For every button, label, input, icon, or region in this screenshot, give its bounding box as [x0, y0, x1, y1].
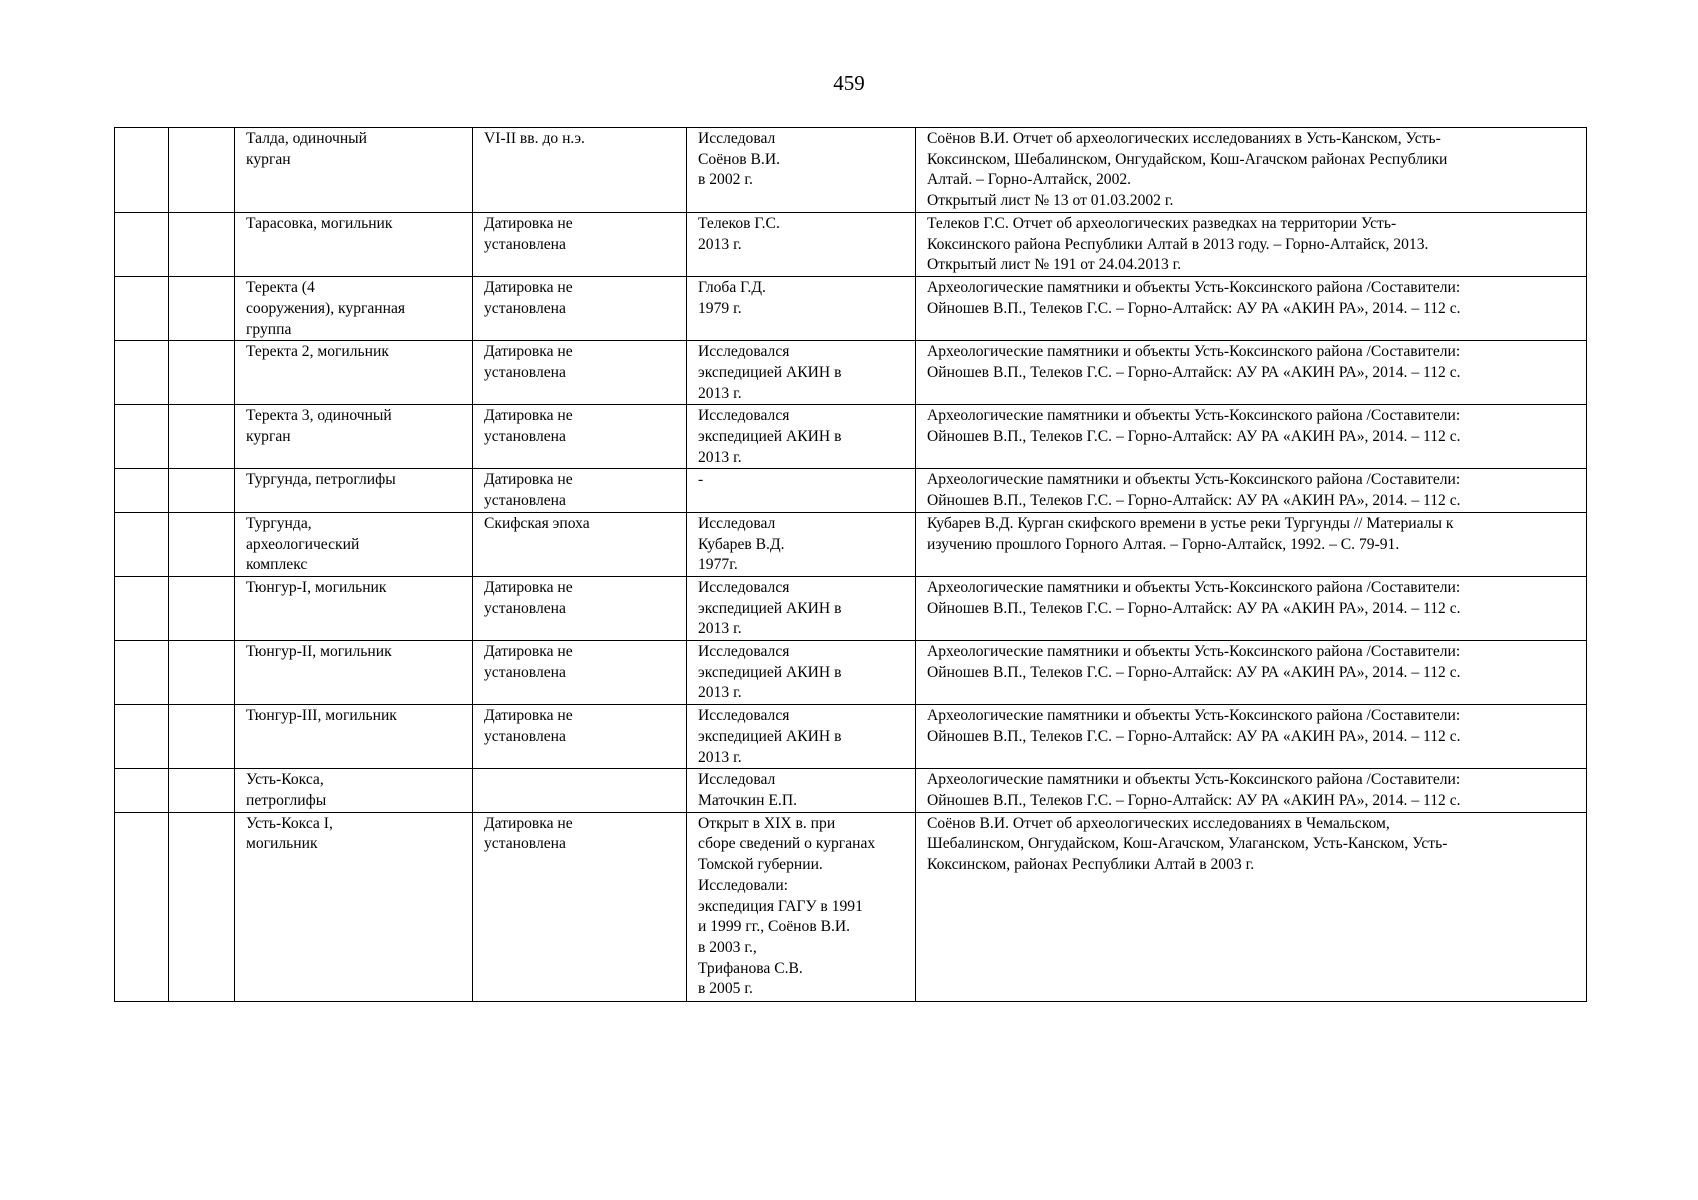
source-cell: Кубарев В.Д. Курган скифского времени в устье реки Тургунды // Материалы к изучению прошлого Горного Алтая. – Горно-Алтайск, 1992. – С. 79-91. [916, 512, 1587, 576]
research-cell: Исследовался экспедицией АКИН в 2013 г. [687, 641, 916, 705]
table-row [115, 812, 1587, 1001]
code-cell [169, 277, 235, 341]
research-cell: Исследовался экспедицией АКИН в 2013 г. [687, 341, 916, 405]
code-cell [169, 576, 235, 640]
dating-cell: Датировка не установлена [473, 405, 687, 469]
source-cell: Соёнов В.И. Отчет об археологических исследованиях в Усть-Канском, Усть- Коксинском, Шебалинском, Онгудайском, Кош-Агачском районах Республики Алтай. – Горно-Алтайск, 2002. Открытый лист № 13 от 01.03.2002 г. [916, 128, 1587, 213]
source-cell: Археологические памятники и объекты Усть-Коксинского района /Составители: Ойношев В.П., Телеков Г.С. – Горно-Алтайск: АУ РА «АКИН РА», 2014. – 112 с. [916, 705, 1587, 769]
code-cell [169, 705, 235, 769]
source-cell: Телеков Г.С. Отчет об археологических разведках на территории Усть- Коксинского района Республики Алтай в 2013 году. – Горно-Алтайск, 2013. Открытый лист № 191 от 24.04.2013 г. [916, 213, 1587, 277]
source-cell: Археологические памятники и объекты Усть-Коксинского района /Составители: Ойношев В.П., Телеков Г.С. – Горно-Алтайск: АУ РА «АКИН РА», 2014. – 112 с. [916, 769, 1587, 812]
dating-cell: Датировка не установлена [473, 641, 687, 705]
code-cell [169, 405, 235, 469]
number-cell [115, 769, 169, 812]
code-cell [169, 769, 235, 812]
dating-cell: Скифская эпоха [473, 512, 687, 576]
dating-cell: Датировка не установлена [473, 277, 687, 341]
monument-name-cell: Теректа (4 сооружения), курганная группа [235, 277, 473, 341]
research-cell: Телеков Г.С. 2013 г. [687, 213, 916, 277]
number-cell [115, 277, 169, 341]
table-row [115, 277, 1587, 341]
dating-cell: Датировка не установлена [473, 341, 687, 405]
monument-name-cell: Тюнгур-II, могильник [235, 641, 473, 705]
source-cell: Археологические памятники и объекты Усть-Коксинского района /Составители: Ойношев В.П., Телеков Г.С. – Горно-Алтайск: АУ РА «АКИН РА», 2014. – 112 с. [916, 641, 1587, 705]
code-cell [169, 512, 235, 576]
research-cell: Исследовал Маточкин Е.П. [687, 769, 916, 812]
number-cell [115, 213, 169, 277]
monuments-table-body [115, 128, 1587, 1002]
source-cell: Археологические памятники и объекты Усть-Коксинского района /Составители: Ойношев В.П., Телеков Г.С. – Горно-Алтайск: АУ РА «АКИН РА», 2014. – 112 с. [916, 576, 1587, 640]
dating-cell: Датировка не установлена [473, 705, 687, 769]
source-cell: Соёнов В.И. Отчет об археологических исследованиях в Чемальском, Шебалинском, Онгудайском, Кош-Агачском, Улаганском, Усть-Канском, Усть- Коксинском, районах Республики Алтай в 2003 г. [916, 812, 1587, 1001]
number-cell [115, 405, 169, 469]
monuments-table [114, 127, 1587, 1002]
table-row [115, 469, 1587, 512]
dating-cell: Датировка не установлена [473, 576, 687, 640]
research-cell: Исследовал Кубарев В.Д. 1977г. [687, 512, 916, 576]
dating-cell: Датировка не установлена [473, 812, 687, 1001]
monument-name-cell: Тюнгур-III, могильник [235, 705, 473, 769]
table-row [115, 341, 1587, 405]
source-cell: Археологические памятники и объекты Усть-Коксинского района /Составители: Ойношев В.П., Телеков Г.С. – Горно-Алтайск: АУ РА «АКИН РА», 2014. – 112 с. [916, 469, 1587, 512]
research-cell: Исследовал Соёнов В.И. в 2002 г. [687, 128, 916, 213]
code-cell [169, 213, 235, 277]
monument-name-cell: Тургунда, археологический комплекс [235, 512, 473, 576]
code-cell [169, 341, 235, 405]
number-cell [115, 128, 169, 213]
number-cell [115, 512, 169, 576]
number-cell [115, 341, 169, 405]
code-cell [169, 128, 235, 213]
monument-name-cell: Тургунда, петроглифы [235, 469, 473, 512]
table-row [115, 213, 1587, 277]
table-row [115, 769, 1587, 812]
table-row [115, 705, 1587, 769]
number-cell [115, 705, 169, 769]
code-cell [169, 469, 235, 512]
number-cell [115, 469, 169, 512]
monument-name-cell: Усть-Кокса I, могильник [235, 812, 473, 1001]
source-cell: Археологические памятники и объекты Усть-Коксинского района /Составители: Ойношев В.П., Телеков Г.С. – Горно-Алтайск: АУ РА «АКИН РА», 2014. – 112 с. [916, 277, 1587, 341]
monument-name-cell: Теректа 2, могильник [235, 341, 473, 405]
table-row [115, 641, 1587, 705]
source-cell: Археологические памятники и объекты Усть-Коксинского района /Составители: Ойношев В.П., Телеков Г.С. – Горно-Алтайск: АУ РА «АКИН РА», 2014. – 112 с. [916, 405, 1587, 469]
research-cell: Исследовался экспедицией АКИН в 2013 г. [687, 576, 916, 640]
table-row [115, 405, 1587, 469]
table-row [115, 512, 1587, 576]
research-cell: Открыт в XIX в. при сборе сведений о курганах Томской губернии. Исследовали: экспедиция ГАГУ в 1991 и 1999 гг., Соёнов В.И. в 2003 г., Трифанова С.В. в 2005 г. [687, 812, 916, 1001]
monument-name-cell: Тарасовка, могильник [235, 213, 473, 277]
page-number: 459 [833, 71, 865, 95]
monument-name-cell: Тюнгур-I, могильник [235, 576, 473, 640]
table-row [115, 576, 1587, 640]
research-cell: Исследовался экспедицией АКИН в 2013 г. [687, 405, 916, 469]
code-cell [169, 641, 235, 705]
monument-name-cell: Теректа 3, одиночный курган [235, 405, 473, 469]
monument-name-cell: Усть-Кокса, петроглифы [235, 769, 473, 812]
number-cell [115, 812, 169, 1001]
monument-name-cell: Талда, одиночный курган [235, 128, 473, 213]
research-cell: Исследовался экспедицией АКИН в 2013 г. [687, 705, 916, 769]
code-cell [169, 812, 235, 1001]
number-cell [115, 576, 169, 640]
source-cell: Археологические памятники и объекты Усть-Коксинского района /Составители: Ойношев В.П., Телеков Г.С. – Горно-Алтайск: АУ РА «АКИН РА», 2014. – 112 с. [916, 341, 1587, 405]
research-cell: Глоба Г.Д. 1979 г. [687, 277, 916, 341]
dating-cell [473, 769, 687, 812]
dating-cell: Датировка не установлена [473, 469, 687, 512]
number-cell [115, 641, 169, 705]
table-row [115, 128, 1587, 213]
research-cell: - [687, 469, 916, 512]
dating-cell: VI-II вв. до н.э. [473, 128, 687, 213]
dating-cell: Датировка не установлена [473, 213, 687, 277]
